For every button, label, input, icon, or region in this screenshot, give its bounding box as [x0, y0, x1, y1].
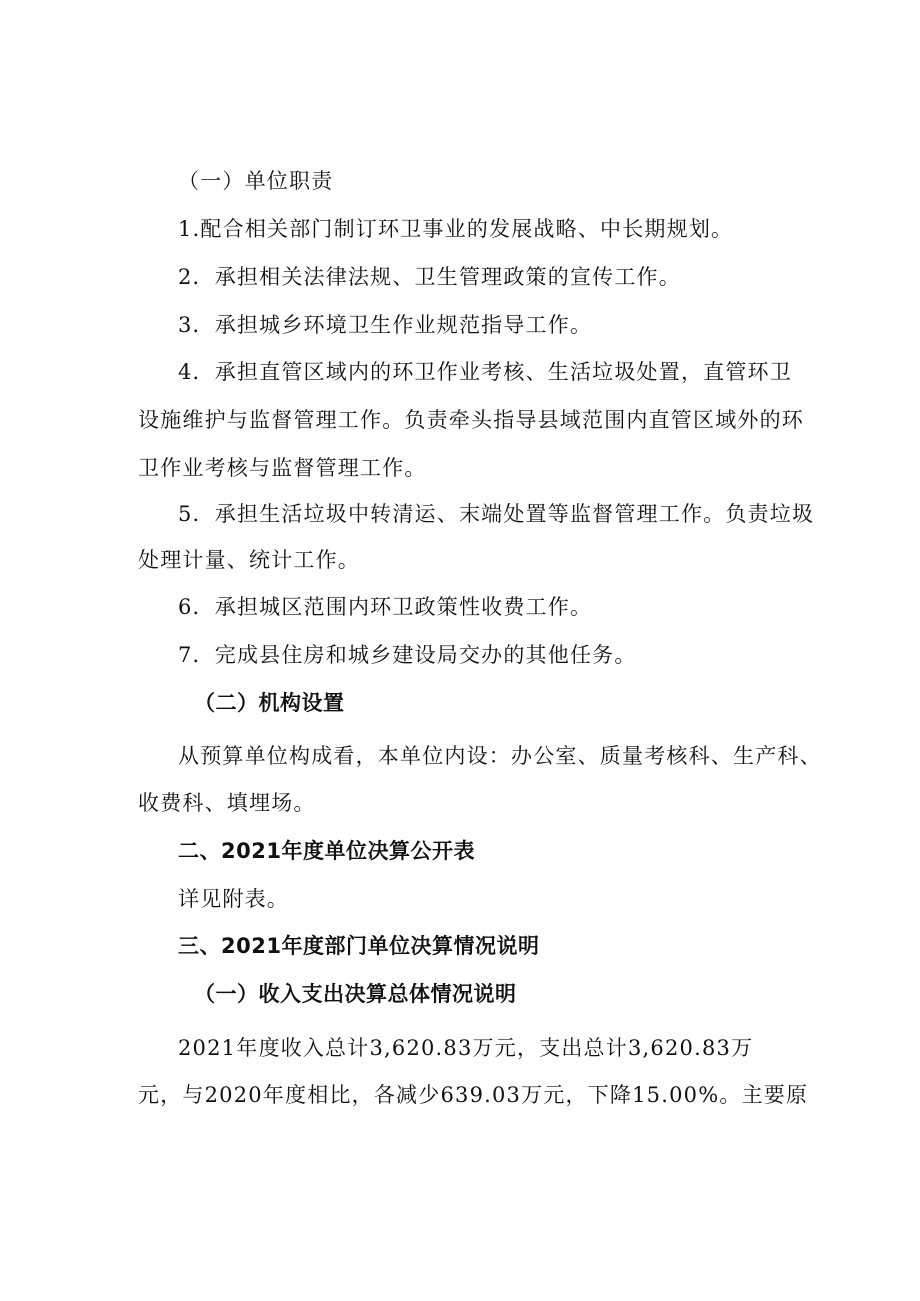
- duty-item-1: 1.配合相关部门制订环卫事业的发展战略、中长期规划。: [178, 217, 734, 241]
- duty-item-6: 6．承担城区范围内环卫政策性收费工作。: [178, 595, 593, 619]
- duty-item-7: 7．完成县住房和城乡建设局交办的其他任务。: [178, 643, 637, 667]
- summary-line-1: 2021年度收入总计3,620.83万元，支出总计3,620.83万: [178, 1036, 754, 1060]
- section-3-heading: 三、2021年度部门单位决算情况说明: [178, 934, 540, 958]
- duty-item-5-line-2: 处理计量、统计工作。: [138, 548, 360, 572]
- section-2-heading: 二、2021年度单位决算公开表: [178, 839, 475, 863]
- duty-item-4-line-3: 卫作业考核与监督管理工作。: [138, 456, 427, 480]
- duty-item-4-line-2: 设施维护与监督管理工作。负责牵头指导县域范围内直管区域外的环: [138, 408, 804, 432]
- duty-item-4-line-1: 4．承担直管区域内的环卫作业考核、生活垃圾处置，直管环卫: [178, 360, 792, 384]
- duty-item-5-line-1: 5．承担生活垃圾中转清运、末端处置等监督管理工作。负责垃圾: [178, 502, 815, 526]
- summary-line-2: 元，与2020年度相比，各减少639.03万元，下降15.00%。主要原: [138, 1083, 809, 1107]
- duty-item-2: 2．承担相关法律法规、卫生管理政策的宣传工作。: [178, 265, 681, 289]
- section-3-1-heading: （一）收入支出决算总体情况说明: [194, 982, 517, 1006]
- organization-line-2: 收费科、填埋场。: [138, 791, 316, 815]
- section-2-body: 详见附表。: [178, 887, 289, 911]
- section-1-1-heading: （一）单位职责: [178, 169, 334, 193]
- duty-item-3: 3．承担城乡环境卫生作业规范指导工作。: [178, 313, 593, 337]
- organization-line-1: 从预算单位构成看，本单位内设：办公室、质量考核科、生产科、: [178, 744, 822, 768]
- section-1-2-heading: （二）机构设置: [194, 691, 345, 715]
